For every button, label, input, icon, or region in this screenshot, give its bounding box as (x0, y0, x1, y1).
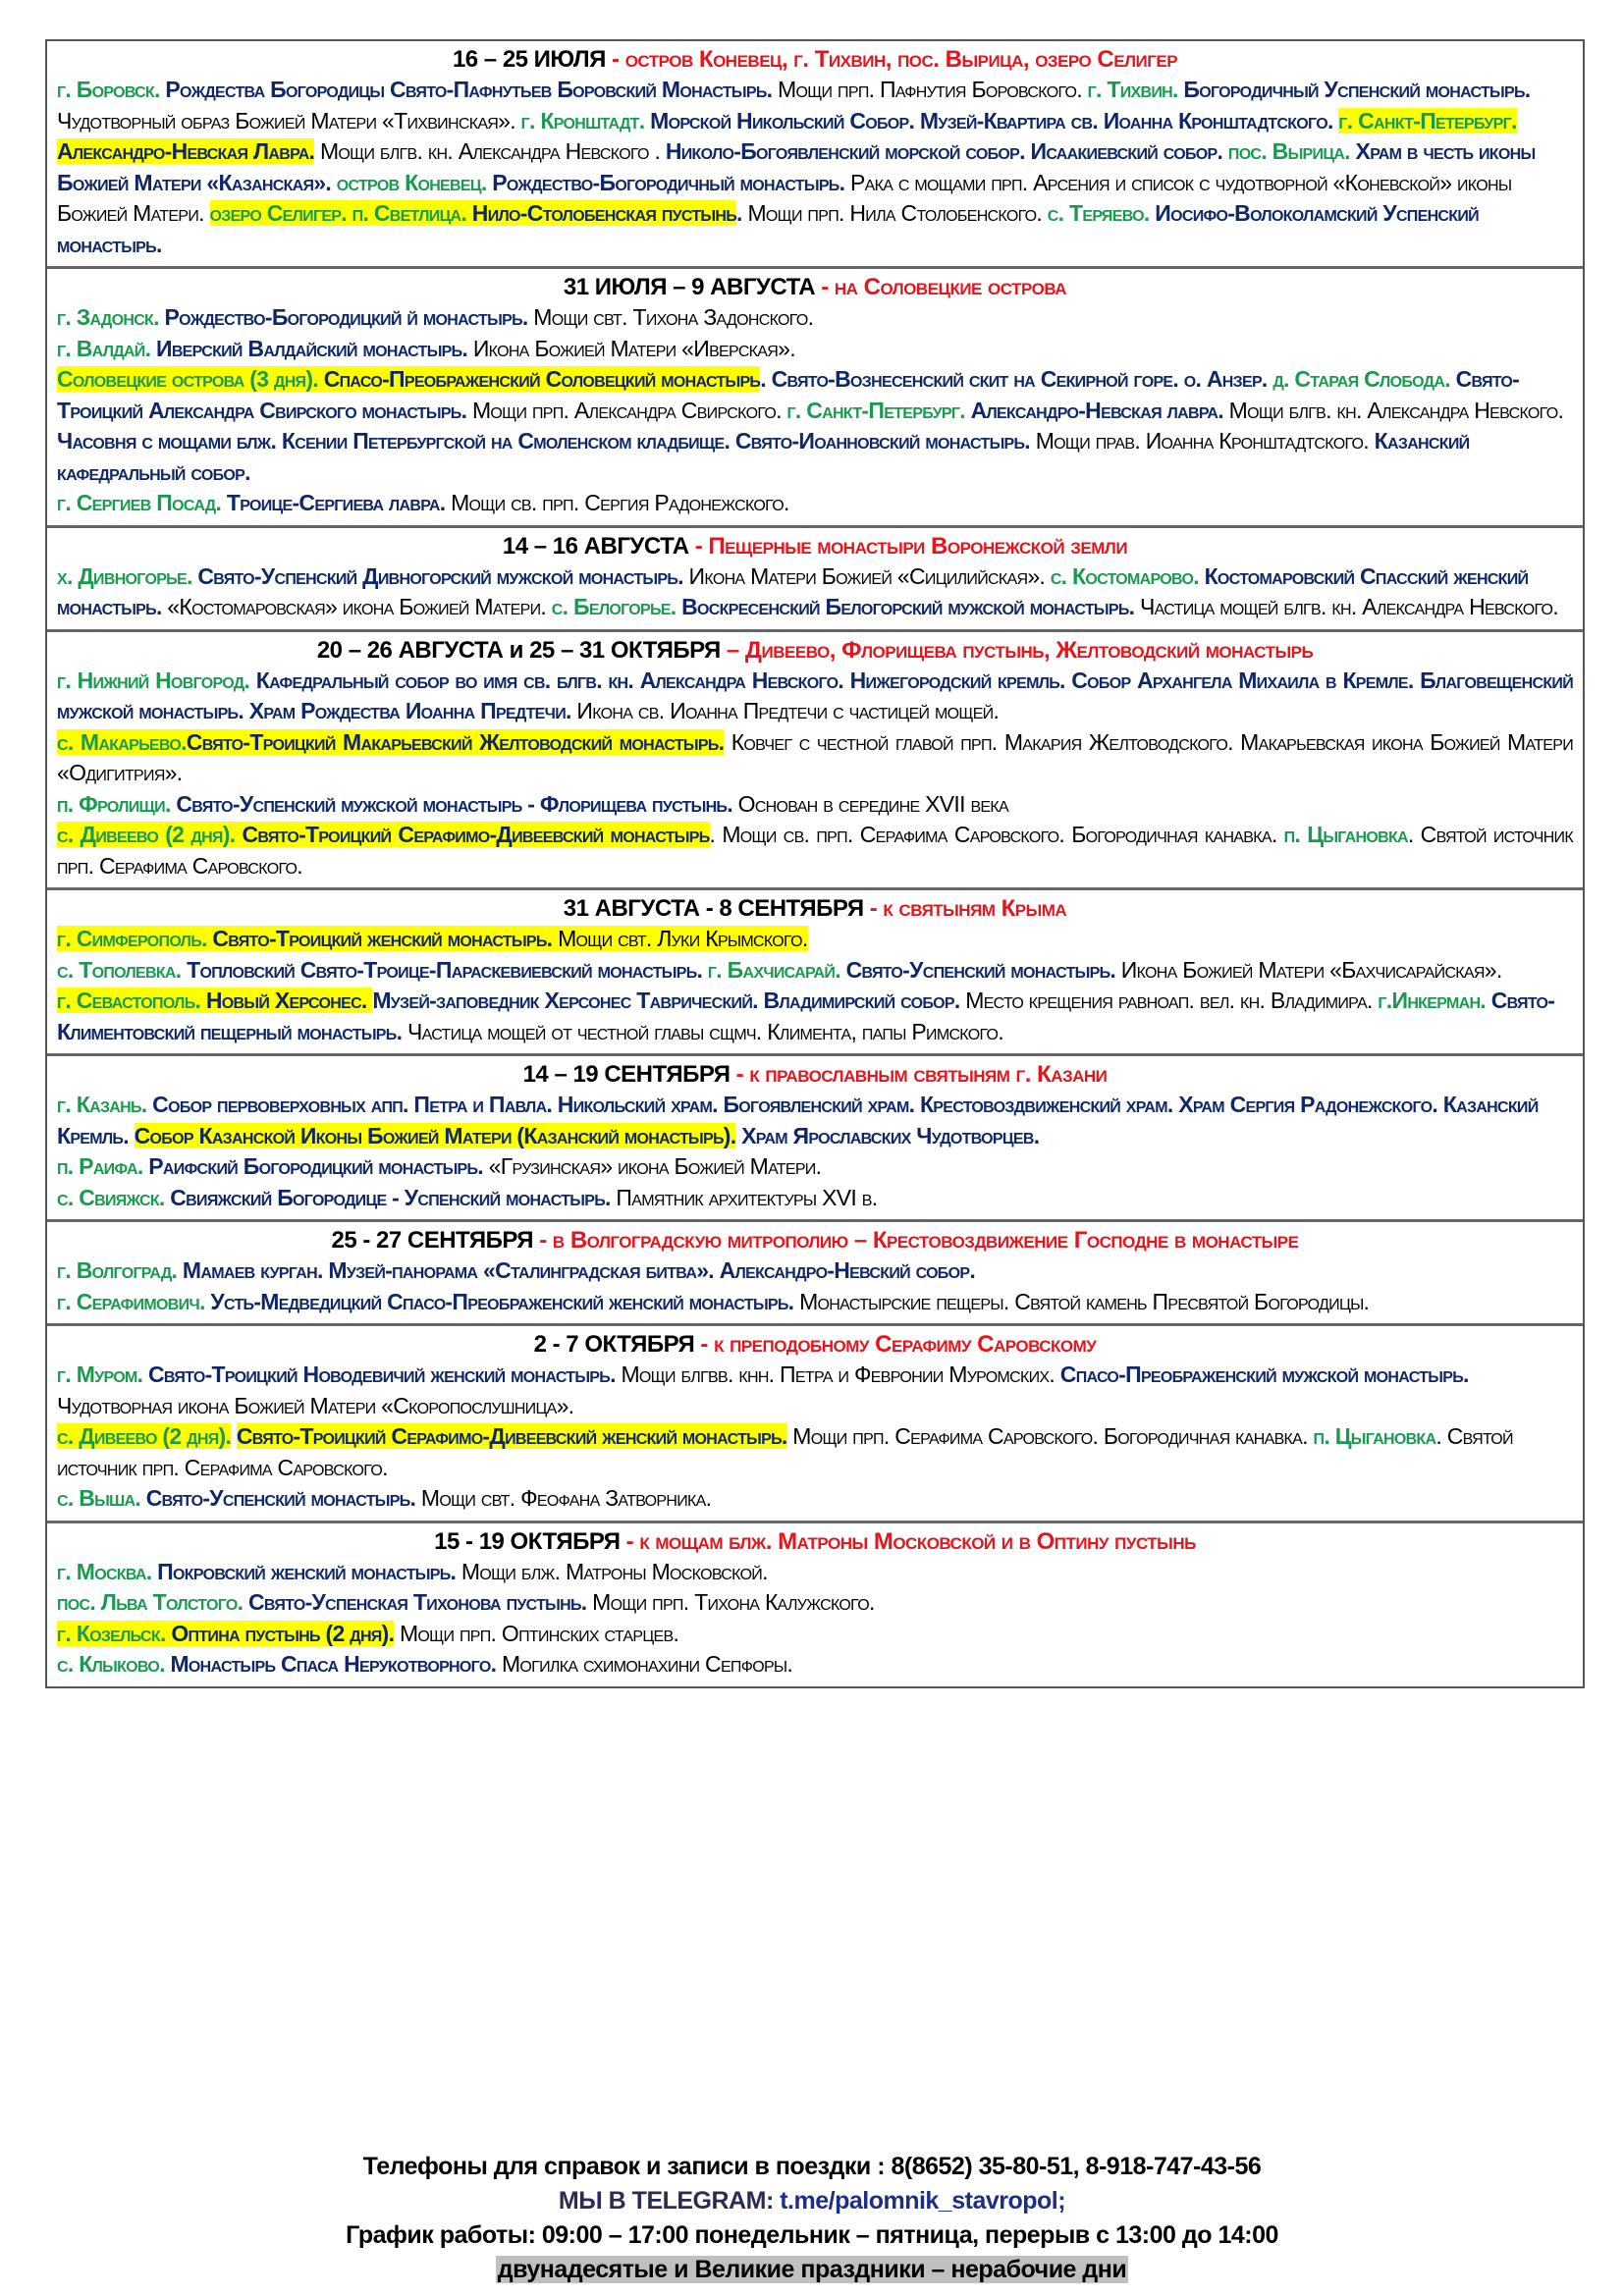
site-description: Чудотворная икона Божией Матери «Скоропослушница». (57, 1392, 574, 1418)
trip-dates: 31 ИЮЛЯ – 9 АВГУСТА (563, 274, 816, 300)
trip-itinerary (57, 1360, 1573, 1515)
place-name: г. Задонск. (57, 304, 165, 330)
place-name: г. Бахчисарай. (707, 956, 846, 983)
trip-section (47, 269, 1583, 528)
place-name: с. Свияжск. (57, 1184, 171, 1210)
holidays-note-line (0, 2253, 1624, 2287)
site-description: Чудотворный образ Божией Матери «Тихвинская». (57, 107, 521, 133)
telegram-line (0, 2184, 1624, 2218)
site-description: Мощи прп. Оптинских старцев. (394, 1620, 679, 1646)
place-name: г. Кронштадт. (520, 107, 651, 133)
place-name: п. Раифа. (57, 1153, 149, 1179)
site-description: . Святой источник прп. Серафима Саровского. (57, 1423, 1513, 1480)
place-name: г. Санкт-Петербург. (786, 397, 971, 423)
place-name: г. Сергиев Посад. (57, 490, 227, 515)
holy-site-name: Храм Ярославских Чудотворцев. (735, 1122, 1040, 1148)
site-description: Мощи блж. Матроны Московской. (460, 1558, 768, 1584)
holy-site-name: . (736, 200, 748, 226)
place-name: с. Белогорье. (551, 594, 682, 619)
site-description: Мощи прав. Иоанна Кронштадтского. (1035, 428, 1375, 454)
place-name: г. Москва. (57, 1558, 158, 1584)
site-description: Частица мощей от честной главы сщмч. Климента, папы Римского. (406, 1018, 1003, 1044)
trip-section (47, 41, 1583, 269)
trip-heading (57, 1330, 1573, 1360)
holy-site-name: Богородичный Успенский монастырь. (1183, 77, 1531, 102)
trip-heading (57, 636, 1573, 666)
holy-site-name: Свято-Успенский Дивногорский мужской монастырь. (197, 562, 689, 589)
trip-section (47, 890, 1583, 1056)
place-name: г. Тихвин. (1087, 77, 1184, 102)
place-name: г. Санкт-Петербург. (1338, 107, 1517, 133)
site-description: Рака с мощами прп. Арсения и список с чудотворной «Коневской» иконы Божией Матери. (57, 169, 1512, 226)
place-name: пос. Льва Толстого. (57, 1589, 249, 1615)
site-description: Место крещения равноап. вел. кн. Владимира. (965, 988, 1379, 1013)
trip-destination: - на Соловецкие острова (815, 274, 1067, 300)
trip-itinerary (57, 75, 1573, 260)
trip-destination: - к святыням Крыма (863, 895, 1067, 922)
site-description: Мощи свт. Феофана Затворника. (420, 1485, 712, 1511)
holy-site-name: Храм в честь иконы Божией Матери «Казанская». (57, 138, 1536, 195)
trip-itinerary (57, 1090, 1573, 1213)
trip-heading (57, 45, 1573, 75)
trip-section (47, 1056, 1583, 1222)
holy-site-name: Свято-Успенский мужской монастырь - Флорищева пустынь. (176, 790, 738, 817)
holy-site-name: Собор первоверховных апп. Петра и Павла. Никольский храм. Богоявленский храм. Крестовоздвиженский храм. Храм Сергия Радонежского. Казанский Кремль. (57, 1092, 1539, 1148)
trip-dates: 14 – 16 АВГУСТА (502, 532, 689, 560)
trip-destination: - к преподобному Серафиму Саровскому (694, 1331, 1097, 1358)
place-name: остров Коневец. (336, 169, 493, 195)
trip-destination: – Дивеево, Флорищева пустынь, Желтоводский монастырь (720, 636, 1314, 664)
place-name: п. Цыгановка (1313, 1423, 1436, 1449)
holy-site-name: Свято-Успенский монастырь. (145, 1485, 421, 1511)
place-name: д. Старая Слобода. (1272, 366, 1456, 392)
trip-itinerary (57, 924, 1573, 1047)
place-name: с. Клыково. (57, 1651, 171, 1677)
holy-site-name: Александро-Невская Лавра. (57, 138, 315, 164)
site-description: . Мощи св. прп. Серафима Саровского. Богородичная канавка. (709, 822, 1284, 847)
place-name: с. Макарьево. (57, 728, 187, 755)
place-name: с. Тополевка. (57, 956, 188, 983)
holy-site-name: Топловский Свято-Троице-Параскевиевский монастырь. (187, 956, 708, 983)
site-description: Мощи блгв. кн. Александра Невского. (1228, 397, 1564, 423)
holy-site-name: Спасо-Преображенский мужской монастырь. (1059, 1362, 1469, 1387)
place-name: г. Казань. (57, 1092, 153, 1117)
trip-dates: 31 АВГУСТА - 8 СЕНТЯБРЯ (563, 895, 864, 922)
trip-dates: 14 – 19 СЕНТЯБРЯ (522, 1061, 731, 1088)
holy-site-name: Рождества Богородицы Свято-Пафнутьев Боровский Монастырь. (165, 77, 779, 102)
place-name: п. Цыгановка (1283, 822, 1408, 847)
holy-site-name: Часовня с мощами блж. Ксении Петербургской на Смоленском кладбище. Свято-Иоанновский монастырь. (57, 428, 1036, 454)
site-description: Ковчег с честной главой прп. Макария Желтоводского. Макарьевская икона Божией Матери «Одигитрия». (57, 728, 1574, 785)
place-name: с. Теряево. (1047, 200, 1156, 226)
site-description: Мощи прп. Александра Свирского. (471, 397, 787, 423)
place-name: г. Симферополь. (57, 926, 213, 951)
holy-site-name: Морской Никольский Собор. Музей-Квартира св. Иоанна Кронштадтского. (650, 107, 1339, 133)
site-description (231, 1423, 237, 1449)
site-description: Мощи свт. Тихона Задонского. (533, 304, 814, 330)
holy-site-name: Свято-Троицкий Новодевичий женский монастырь. (147, 1362, 622, 1387)
holy-site-name: Троице-Сергиева лавра. (226, 490, 452, 515)
holy-site-name: Свято-Троицкий Серафимо-Дивеевский монастырь (242, 822, 710, 847)
place-name: г. Валдай. (57, 335, 156, 361)
holy-site-name: Раифский Богородицкий монастырь. (148, 1153, 489, 1179)
holy-site-name: Усть-Медведицкий Спасо-Преображенский женский монастырь. (210, 1288, 800, 1314)
holy-site-name: Кафедральный собор во имя св. блгв. кн. Александра Невского. Нижегородский кремль. Собор Архангела Михаила в Кремле. Благовещенский мужской монастырь. Храм Рождества Иоанна Предтечи. (57, 667, 1573, 723)
site-description: Основан в середине XVII века (737, 790, 1009, 817)
holy-site-name: Иверский Валдайский монастырь. (155, 335, 473, 361)
trip-destination: - в Волгоградскую митрополию – Крестовоздвижение Господне в монастыре (533, 1227, 1299, 1254)
trip-section (47, 528, 1583, 632)
holy-site-name: Новый Херсонес. (205, 988, 373, 1013)
trip-section (47, 1523, 1583, 1686)
site-description: Памятник архитектуры XVI в. (616, 1184, 878, 1210)
place-name: пос. Вырица. (1227, 138, 1356, 164)
site-description: Могилка схимонахини Сепфоры. (501, 1651, 793, 1677)
holy-site-name: . Свято-Вознесенский скит на Секирной горе. о. Анзер. (760, 366, 1273, 392)
trip-dates: 20 – 26 АВГУСТА и 25 – 31 ОКТЯБРЯ (316, 636, 721, 664)
trip-heading (57, 273, 1573, 302)
phones-line: Телефоны для справок и записи в поездки : 8(8652) 35-80-51, 8-918-747-43-56 (362, 2153, 1262, 2180)
place-name: озеро Селигер. п. Светлица. (209, 200, 472, 226)
trip-heading (57, 1527, 1573, 1557)
holy-site-name: Монастырь Спаса Нерукотворного. (170, 1651, 502, 1677)
holidays-note: двунадесятые и Великие праздники – нерабочие дни (497, 2256, 1127, 2283)
holy-site-name: Свято-Троицкий Макарьевский Желтоводский монастырь. (186, 728, 725, 755)
holy-site-name: Свято-Успенский монастырь. (845, 956, 1121, 983)
site-description: Мощи прп. Нила Столобенского. (747, 200, 1048, 226)
trip-dates: 2 - 7 ОКТЯБРЯ (533, 1331, 695, 1358)
holy-site-name: Свято-Троицкий Серафимо-Дивеевский женский монастырь. (236, 1423, 787, 1449)
site-description: Икона Матери Божией «Сицилийская». (688, 562, 1051, 589)
trip-heading (57, 894, 1573, 924)
holy-site-name: Воскресенский Белогорский мужской монастырь. (681, 594, 1141, 619)
trip-section (47, 1326, 1583, 1523)
trip-heading (57, 1060, 1573, 1090)
pilgrimage-schedule-table (45, 39, 1585, 1688)
site-description: Икона Божией Матери «Бахчисарайская». (1120, 956, 1502, 983)
site-description: Мощи прп. Пафнутия Боровского. (778, 77, 1088, 102)
site-description: «Грузинская» икона Божией Матери. (488, 1153, 822, 1179)
trip-itinerary (57, 666, 1573, 882)
place-name: Соловецкие острова (3 дня). (57, 366, 324, 392)
trip-itinerary (57, 1557, 1573, 1681)
holy-site-name: Костомаровский Спасский женский монастырь. (57, 562, 1529, 619)
trip-section (47, 632, 1583, 891)
site-description: Икона св. Иоанна Предтечи с частицей мощей. (576, 698, 1000, 723)
trip-dates: 16 – 25 ИЮЛЯ (452, 46, 606, 73)
trip-dates: 15 - 19 ОКТЯБРЯ (434, 1527, 621, 1555)
place-name: г. Козельск. (57, 1620, 172, 1646)
holy-site-name: Свято-Троицкий Александра Свирского монастырь. (57, 366, 1520, 423)
place-name: г. Волгоград. (57, 1257, 183, 1283)
holy-site-name: Нило-Столобенская пустынь (471, 200, 737, 226)
site-description: Икона Божией Матери «Иверская». (472, 335, 795, 361)
trip-destination: - Пещерные монастыри Воронежской земли (688, 532, 1128, 560)
place-name: п. Фролищи. (57, 790, 177, 817)
trip-section (47, 1222, 1583, 1326)
trip-itinerary (57, 1255, 1573, 1317)
place-name: с. Дивеево (2 дня). (57, 822, 243, 847)
place-name: с. Костомарово. (1050, 562, 1205, 589)
trip-itinerary (57, 302, 1573, 519)
place-name: г. Боровск. (57, 77, 166, 102)
place-name: х. Дивногорье. (57, 562, 198, 589)
holy-site-name: Свято-Троицкий женский монастырь. (212, 926, 559, 951)
site-description: «Костомаровская» икона Божией Матери. (167, 594, 552, 619)
holy-site-name: Покровский женский монастырь. (157, 1558, 461, 1584)
trip-heading (57, 532, 1573, 561)
trip-dates: 25 - 27 СЕНТЯБРЯ (331, 1227, 534, 1254)
holy-site-name: Свияжский Богородице - Успенский монастырь. (170, 1184, 617, 1210)
site-description: Мощи прп. Серафима Саровского. Богородичная канавка. (786, 1423, 1314, 1449)
holy-site-name: Оптина пустынь (2 дня). (171, 1620, 395, 1646)
place-name: с. Дивеево (2 дня). (57, 1423, 232, 1449)
site-description: . Святой источник прп. Серафима Саровского. (57, 822, 1573, 879)
holy-site-name: Иосифо-Волоколамский Успенский монастырь. (57, 200, 1479, 257)
place-name: г. Серафимович. (57, 1288, 211, 1314)
trip-destination: - к православным святыням г. Казани (730, 1061, 1108, 1088)
holy-site-name: Рождество-Богородицкий й монастырь. (164, 304, 534, 330)
holy-site-name: Музей-заповедник Херсонес Таврический. Владимирский собор. (372, 988, 966, 1013)
contact-footer (0, 2150, 1624, 2287)
holy-site-name: Свято-Успенская Тихонова пустынь. (248, 1589, 593, 1615)
holy-site-name: Александро-Невская лавра. (970, 397, 1229, 423)
place-name: г. Нижний Новгород. (57, 667, 256, 693)
site-description: Мощи блгвв. кнн. Петра и Февронии Муромских. (621, 1362, 1060, 1387)
trip-destination: - остров Коневец, г. Тихвин, пос. Вырица, озеро Селигер (605, 46, 1178, 73)
site-description: Мощи блгв. кн. Александра Невского . (314, 138, 666, 164)
holy-site-name: Рождество-Богородичный монастырь. (492, 169, 850, 195)
site-description: Монастырские пещеры. Святой камень Пресвятой Богородицы. (799, 1288, 1370, 1314)
place-name: г.Инкерман. (1378, 988, 1491, 1013)
trip-heading (57, 1226, 1573, 1255)
place-name: г. Севастополь. (57, 988, 206, 1013)
holy-site-name: Свято-Климентовский пещерный монастырь. (57, 988, 1555, 1044)
working-hours: График работы: 09:00 – 17:00 понедельник – пятница, перерыв с 13:00 до 14:00 (346, 2221, 1278, 2249)
holy-site-name: Казанский кафедральный собор. (57, 428, 1470, 485)
place-name: с. Выша. (57, 1485, 146, 1511)
telegram-link[interactable]: t.me/palomnik_stavropol; (780, 2187, 1066, 2215)
place-name: г. Муром. (57, 1362, 148, 1387)
site-description: Мощи св. прп. Сергия Радонежского. (451, 490, 789, 515)
holy-site-name: Мамаев курган. Музей-панорама «Сталинградская битва». Александро-Невский собор. (182, 1257, 976, 1283)
site-description: Частица мощей блгв. кн. Александра Невского. (1140, 594, 1558, 619)
holy-site-name: Спасо-Преображенский Соловецкий монастырь (323, 366, 761, 392)
trip-itinerary (57, 561, 1573, 623)
site-description: Мощи прп. Тихона Калужского. (592, 1589, 875, 1615)
site-description: Мощи свт. Луки Крымского. (558, 926, 808, 951)
telegram-label: МЫ В TELEGRAM: (558, 2187, 781, 2215)
holy-site-name: Николо-Богоявленский морской собор. Исаакиевский собор. (665, 138, 1228, 164)
holy-site-name: Собор Казанской Иконы Божией Матери (Казанский монастырь). (134, 1122, 736, 1148)
trip-destination: - к мощам блж. Матроны Московской и в Оптину пустынь (620, 1527, 1196, 1555)
